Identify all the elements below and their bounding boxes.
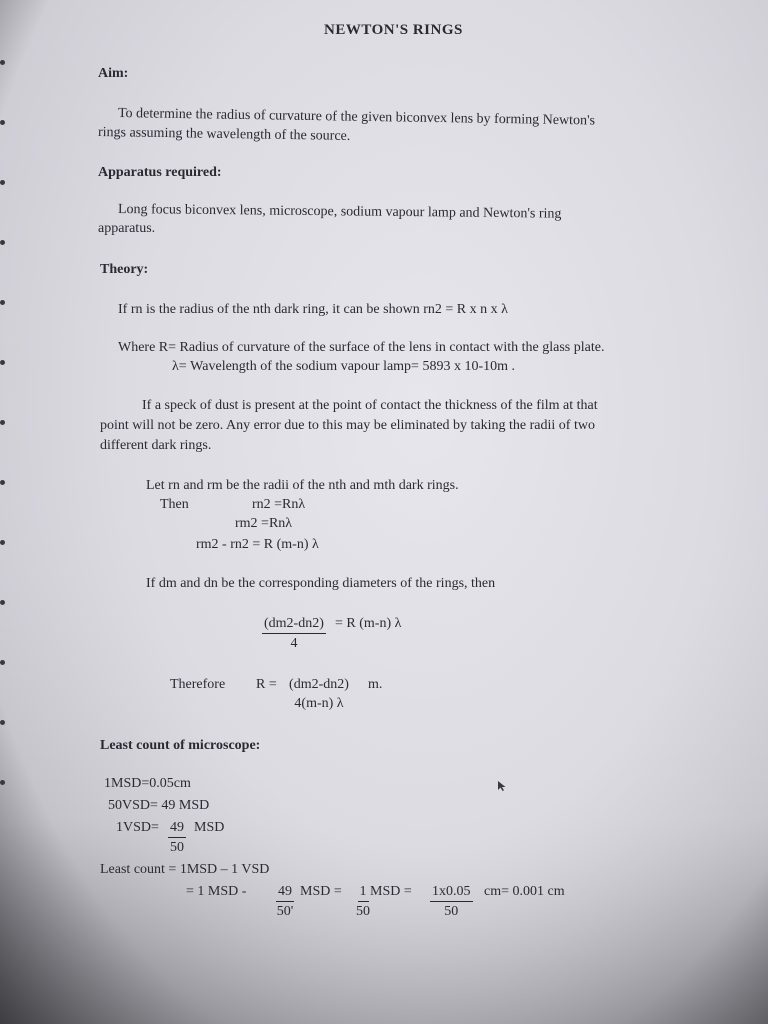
fraction-2-numerator: (dm2-dn2) [289,677,349,692]
least-count-heading: Least count of microscope: [100,738,261,753]
least-count-line-3: 1VSD= [116,820,159,835]
binder-hole [0,540,5,545]
lc-fraction-3-numerator: 1x0.05 [430,884,473,902]
equation-1: rn2 =Rnλ [252,497,306,512]
aim-heading: Aim: [98,66,129,81]
lc-fraction-2-numerator: 1 [358,884,369,902]
binder-hole [0,60,5,65]
aim-line-1: To determine the radius of curvature of the given biconvex lens by forming Newton's [117,106,596,129]
fraction-2-denominator: 4(m-n) λ [294,696,344,711]
page-title: NEWTON'S RINGS [324,22,463,38]
theory-dust-line-2: point will not be zero. Any error due to this may be eliminated by taking the radii of two [100,418,595,433]
therefore-label: Therefore [170,677,226,692]
lc-fraction-3-denominator: 50 [444,904,459,919]
fraction-2-unit: m. [368,677,383,692]
binder-hole [0,360,5,365]
binder-hole [0,420,5,425]
binder-hole [0,180,5,185]
aim-line-2: rings assuming the wavelength of the source. [97,125,351,144]
vsd-fraction-numerator: 49 [168,820,186,838]
least-count-line-5: = 1 MSD - [186,884,247,899]
least-count-line-1: 1MSD=0.05cm [104,776,191,791]
binder-hole [0,660,5,665]
equation-2: rm2 =Rnλ [235,516,293,531]
lc-fraction-2 [356,884,370,920]
theory-dust-line-1: If a speck of dust is present at the point of contact the thickness of the film at that [142,398,598,413]
binder-hole [0,780,5,785]
lc-fraction-3-unit: cm= 0.001 cm [484,884,565,899]
binder-hole [0,300,5,305]
lc-fraction-2-unit: MSD = [370,884,412,899]
equation-3: rm2 - rn2 = R (m-n) λ [196,537,319,552]
theory-dust-line-3: different dark rings. [100,438,212,453]
vsd-fraction-denominator: 50 [170,840,184,855]
mouse-cursor-icon [497,780,507,792]
theory-where-line-1: Where R= Radius of curvature of the surface of the lens in contact with the glass plate. [118,340,605,355]
vsd-fraction-unit: MSD [194,820,225,835]
vsd-fraction [168,820,186,856]
lc-fraction-1-denominator: 50' [276,904,294,919]
binder-hole [0,720,5,725]
least-count-line-2: 50VSD= 49 MSD [108,798,210,813]
apparatus-line-2: apparatus. [98,221,156,236]
theory-diameters: If dm and dn be the corresponding diameters of the rings, then [146,576,496,591]
lc-fraction-1 [276,884,294,920]
fraction-2 [284,677,354,712]
fraction-1-numerator: (dm2-dn2) [262,616,326,634]
theory-where-line-2: λ= Wavelength of the sodium vapour lamp= 5893 x 10-10m . [172,359,516,374]
apparatus-heading: Apparatus required: [98,165,222,180]
theory-then: Then [160,497,189,512]
fraction-2-lhs: R = [256,677,277,692]
theory-heading: Theory: [100,262,149,277]
binder-hole [0,240,5,245]
apparatus-line-1: Long focus biconvex lens, microscope, sodium vapour lamp and Newton's ring [117,202,562,222]
binder-hole [0,120,5,125]
binder-hole [0,480,5,485]
fraction-1-denominator: 4 [290,636,298,651]
theory-let: Let rn and rm be the radii of the nth and mth dark rings. [146,478,459,493]
lc-fraction-2-denominator: 50 [356,904,370,919]
theory-intro: If rn is the radius of the nth dark ring, it can be shown rn2 = R x n x λ [118,302,508,317]
lc-fraction-3 [430,884,473,920]
fraction-1-rhs: = R (m-n) λ [335,616,402,631]
binder-hole [0,600,5,605]
lc-fraction-1-numerator: 49 [276,884,294,902]
fraction-1 [262,616,326,652]
least-count-line-4: Least count = 1MSD – 1 VSD [100,862,270,877]
lc-fraction-1-unit: MSD = [300,884,342,899]
